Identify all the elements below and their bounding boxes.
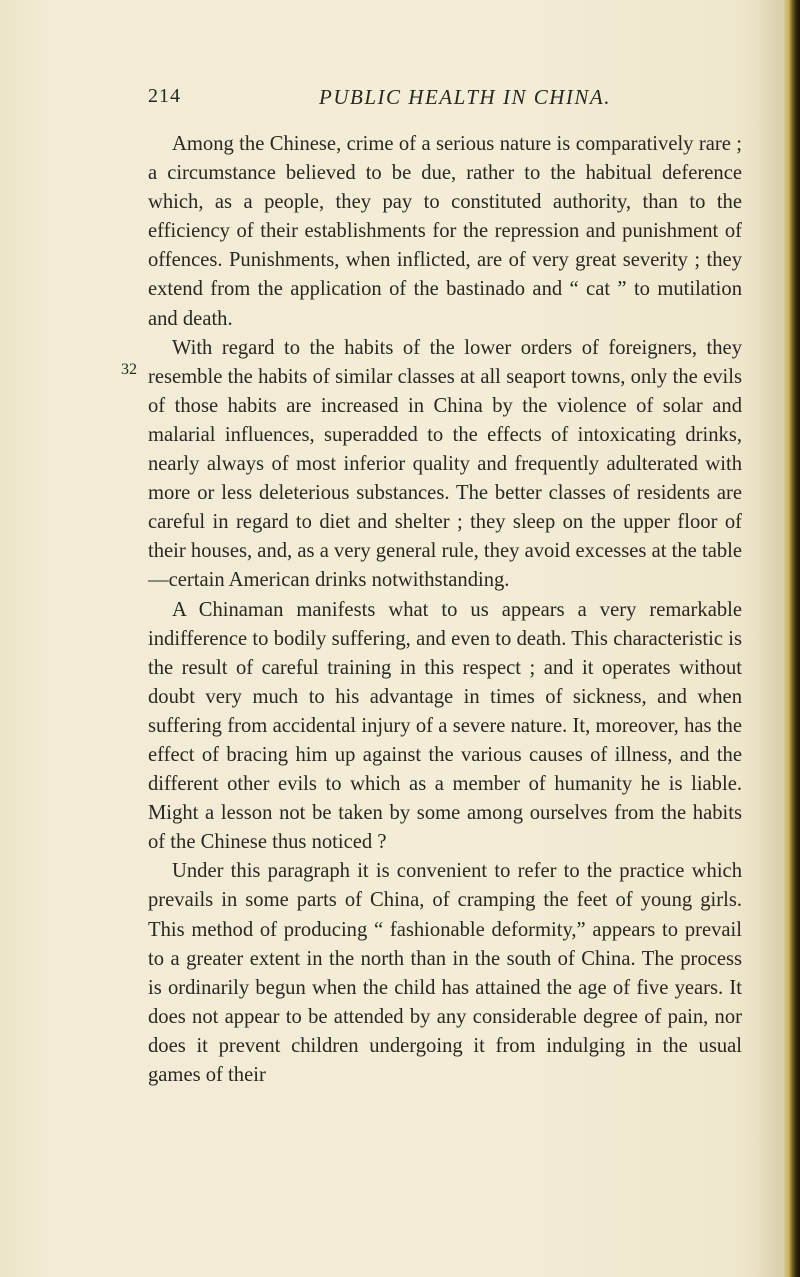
paragraph-crime: Among the Chinese, crime of a serious nature is comparatively rare ; a circumstance believed to be due, rather to the habitual deference which, as a people, they pay to constituted authority, than to the efficiency of their establishments for the repression and punishment of offences. Punishments, when inflicted, are of very great severity ; they extend from the application of the bastinado and “ cat ” to mutilation and death.: [148, 133, 742, 330]
paragraph-indifference-to-suffering: A Chinaman manifests what to us appears a very remarkable indifference to bodily suffering, and even to death. This characteristic is the result of careful training in this respect ; and it operates without doubt very much to his advantage in times of sickness, and when suffering from accidental injury of a severe nature. It, moreover, has the effect of bracing him up against the various causes of illness, and the different other evils to which as a member of humanity he is liable. Might a lesson not be taken by some among ourselves from the habits of the Chinese thus noticed ?: [148, 598, 742, 854]
paragraph-foot-binding: Under this paragraph it is convenient to refer to the practice which prevails in some parts of China, of cramping the feet of young girls. This method of producing “ fashionable deformity,” appears to prevail to a greater extent in the north than in the south of China. The process is ordinarily begun when the child has attained the age of five years. It does not appear to be attended by any considerable degree of pain, nor does it prevent children undergoing it from indulging in the usual games of their: [148, 860, 742, 1086]
margin-paragraph-number: 32: [121, 361, 137, 378]
page-header: [148, 85, 742, 115]
gutter-shadow: [754, 0, 784, 1277]
running-title: PUBLIC HEALTH IN CHINA.: [319, 85, 611, 109]
page-number: 214: [148, 85, 181, 107]
paragraph-foreigners-habits: With regard to the habits of the lower orders of foreigners, they resemble the habits of similar classes at all seaport towns, only the evils of those habits are increased in China by the violence of solar and malarial influences, superadded to the effects of intoxicating drinks, nearly always of most inferior quality and frequently adulterated with more or less deleterious substances. The better classes of residents are careful in regard to diet and shelter ; they sleep on the upper floor of their houses, and, as a very general rule, they avoid excesses at the table—certain American drinks notwithstanding.: [148, 336, 742, 592]
book-spine-edge: [784, 0, 800, 1277]
body-text: [148, 130, 742, 1090]
